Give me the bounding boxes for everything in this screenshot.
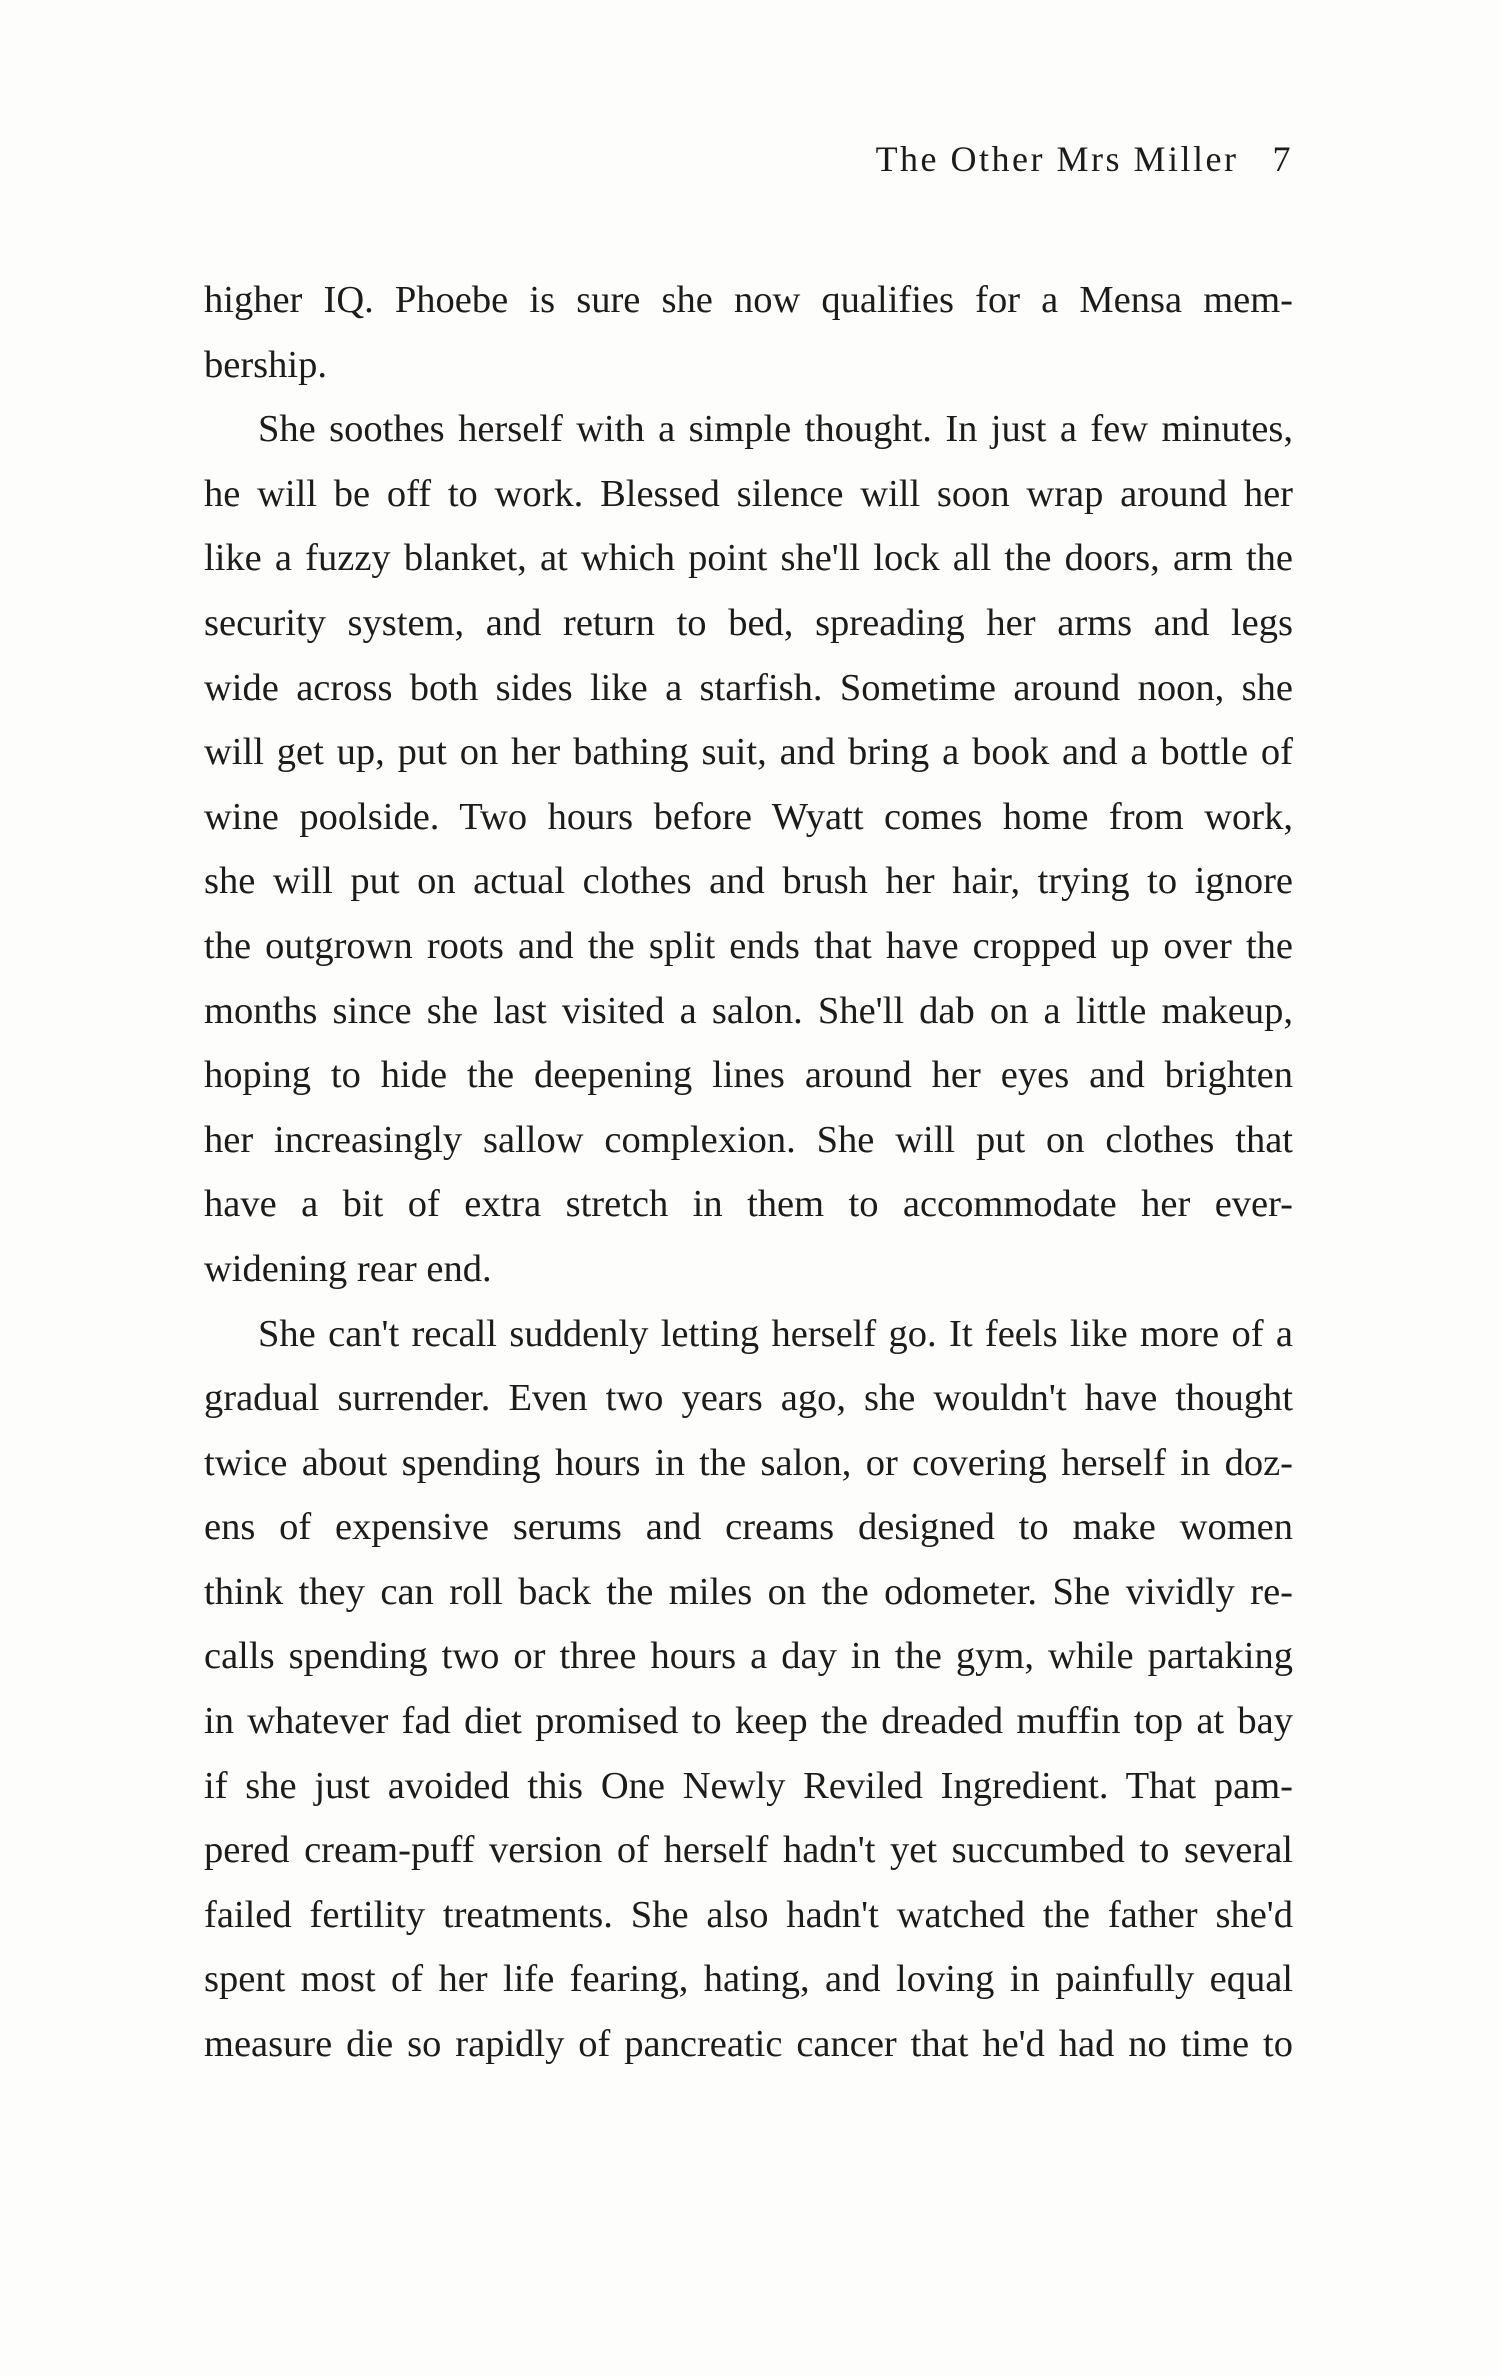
text-line: the outgrown roots and the split ends that have cropped up over the	[204, 924, 1293, 967]
paragraph	[204, 270, 1293, 399]
text-line: her increasingly sallow complexion. She will put on clothes that	[204, 1118, 1293, 1161]
paragraph	[204, 1304, 1293, 2079]
text-line: failed fertility treatments. She also hadn't watched the father she'd	[204, 1893, 1293, 1936]
text-line: higher IQ. Phoebe is sure she now qualifies for a Mensa mem-	[204, 279, 1293, 321]
text-line: she will put on actual clothes and brush her hair, trying to ignore	[204, 860, 1293, 903]
text-line: She soothes herself with a simple thought. In just a few minutes,	[258, 408, 1293, 451]
text-line: pered cream-puff version of herself hadn't yet succumbed to several	[204, 1829, 1293, 1872]
paragraph	[204, 399, 1293, 1303]
text-line: months since she last visited a salon. She'll dab on a little makeup,	[204, 989, 1293, 1032]
text-line: think they can roll back the miles on the odometer. She vividly re-	[204, 1570, 1293, 1613]
text-line: She can't recall suddenly letting herself go. It feels like more of a	[258, 1312, 1293, 1355]
text-line: will get up, put on her bathing suit, and bring a book and a bottle of	[204, 731, 1293, 774]
text-line: security system, and return to bed, spreading her arms and legs	[204, 601, 1293, 644]
text-line: calls spending two or three hours a day in the gym, while partaking	[204, 1635, 1293, 1678]
text-line: twice about spending hours in the salon, or covering herself in doz-	[204, 1441, 1293, 1484]
text-line: widening rear end.	[204, 1247, 492, 1290]
text-line: bership.	[204, 343, 327, 386]
text-line: hoping to hide the deepening lines around her eyes and brighten	[204, 1054, 1293, 1097]
text-line: spent most of her life fearing, hating, and loving in painfully equal	[204, 1958, 1293, 2001]
text-line: in whatever fad diet promised to keep the dreaded muffin top at bay	[204, 1700, 1293, 1743]
book-title: The Other Mrs Miller	[875, 139, 1239, 179]
text-line: measure die so rapidly of pancreatic cancer that he'd had no time to	[204, 2023, 1293, 2066]
text-line: wide across both sides like a starfish. Sometime around noon, she	[204, 666, 1293, 709]
page-number: 7	[1272, 139, 1293, 179]
text-line: ens of expensive serums and creams designed to make women	[204, 1506, 1293, 1549]
body-text	[204, 270, 1293, 2079]
text-line: if she just avoided this One Newly Reviled Ingredient. That pam-	[204, 1764, 1293, 1807]
text-line: gradual surrender. Even two years ago, she wouldn't have thought	[204, 1377, 1293, 1420]
text-line: like a fuzzy blanket, at which point she'll lock all the doors, arm the	[204, 537, 1293, 580]
text-line: have a bit of extra stretch in them to accommodate her ever-	[204, 1183, 1293, 1226]
text-line: he will be off to work. Blessed silence will soon wrap around her	[204, 472, 1293, 515]
running-header	[700, 138, 1293, 180]
text-line: wine poolside. Two hours before Wyatt comes home from work,	[204, 795, 1293, 838]
